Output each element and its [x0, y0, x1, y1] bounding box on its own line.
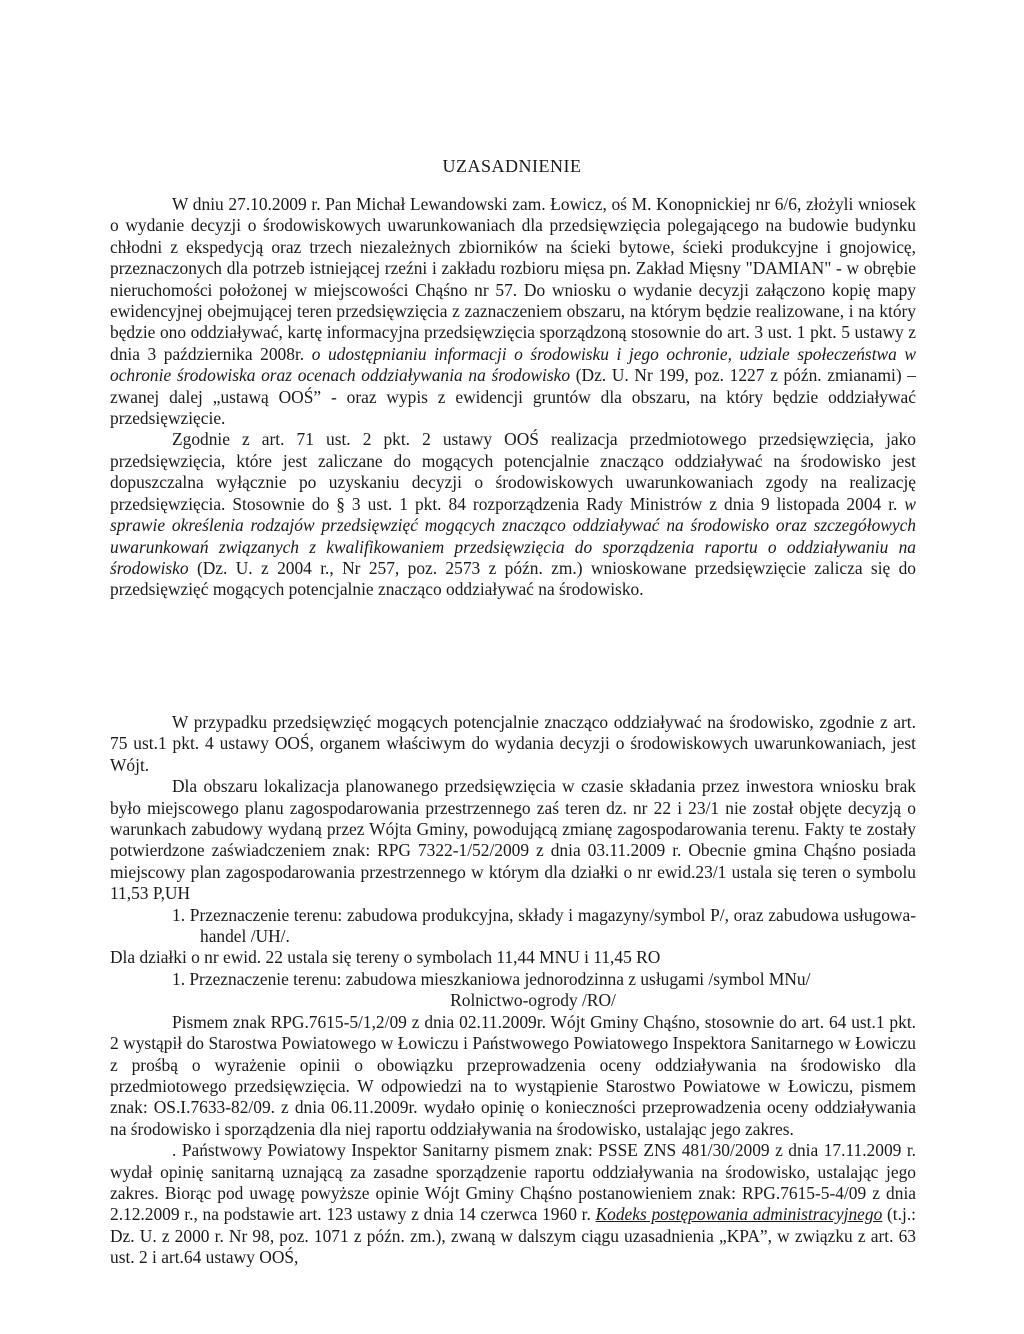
- paragraph-local-plan: Dla obszaru lokalizacja planowanego przedsięwzięcia w czasie składania przez inwestora wniosku brak było miejscowego planu zagospodarowania przestrzennego zaś teren dz. nr 22 i 23/1 nie został objęte decyzją o warunkach zabudowy wydaną przez Wójta Gminy, powodującą zmianę zagospodarowania terenu. Fakty te zostały potwierdzone zaświadczeniem znak: RPG 7322-1/52/2009 z dnia 03.11.2009 r. Obecnie gmina Chąśno posiada miejscowy plan zagospodarowania przestrzennego w którym dla działki o nr ewid.23/1 ustala się teren o symbolu 11,53 P,UH: [110, 776, 916, 904]
- list-item-1: 1. Przeznaczenie terenu: zabudowa produkcyjna, składy i magazyny/symbol P/, oraz zabudowa usługowa-handel /UH/.: [172, 904, 916, 947]
- document-title: UZASADNIENIE: [442, 156, 582, 176]
- paragraph-text: . Państwowy Powiatowy Inspektor Sanitarny pismem znak: PSSE ZNS 481/30/2009 z dnia 17.11.2009 r. wydał opinię sanitarną uznającą za zasadne sporządzenie raportu oddziaływania na środowisko, ustalając jego zakres. Biorąc pod uwagę powyższe opinie Wójt Gminy Chąśno postanowieniem znak: RPG.7615-5-4/09 z dnia 2.12.2009 r., na podstawie art. 123 ustawy z dnia 14 czerwca 1960 r.: [110, 1140, 916, 1225]
- paragraph-opinion-request: Pismem znak RPG.7615-5/1,2/09 z dnia 02.11.2009r. Wójt Gminy Chąśno, stosownie do art. 64 ust.1 pkt. 2 wystąpił do Starostwa Powiatowego w Łowiczu i Państwowego Powiatowego Inspektora Sanitarnego w Łowiczu z prośbą o wyrażenie opinii o obowiązku przeprowadzenia oceny oddziaływania na środowisko dla przedmiotowego przedsięwzięcia. W odpowiedzi na to wystąpienie Starostwo Powiatowe w Łowiczu, pismem znak: OS.I.7633-82/09. z dnia 06.11.2009r. wydało opinię o konieczności przeprowadzenia oceny oddziaływania na środowisko i sporządzenia dla niej raportu oddziaływania na środowisko, ustalając jego zakres.: [110, 1011, 916, 1139]
- list-item-2-continuation: Rolnictwo-ogrody /RO/: [450, 990, 616, 1011]
- section-2: [110, 712, 916, 1269]
- paragraph-legal-basis: [110, 429, 916, 600]
- paragraph-text: Zgodnie z art. 71 ust. 2 pkt. 2 ustawy OOŚ realizacja przedmiotowego przedsięwzięcia, jako przedsięwzięcia, które jest zaliczane do mogących potencjalnie znacząco oddziaływać na środowisko jest dopuszczalna wyłącznie po uzyskaniu decyzji o środowiskowych uwarunkowaniach zgody na realizację przedsięwzięcia. Stosownie do § 3 ust. 1 pkt. 84 rozporządzenia Rady Ministrów z dnia 9 listopada 2004 r.: [110, 429, 916, 514]
- act-title: o udostępnianiu informacji o środowisku i jego ochronie, udziale społeczeństwa w ochronie środowiska oraz ocenach oddziaływania na środowisko: [110, 343, 916, 386]
- paragraph-text: (Dz. U. Nr 199, poz. 1227 z późn. zmianami) – zwanej dalej „ustawą OOŚ” - oraz wypis z ewidencji gruntów dla obszaru, na który będzie oddziaływać przedsięwzięcie.: [110, 365, 917, 429]
- paragraph-text: (t.j.: Dz. U. z 2000 r. Nr 98, poz. 1071 z późn. zm.), zwaną w dalszym ciągu uzasadnienia „KPA”, w związku z art. 63 ust. 2 i art.64 ustawy OOŚ,: [110, 1204, 916, 1268]
- paragraph-application: [110, 194, 916, 429]
- list-item-2: 1. Przeznaczenie terenu: zabudowa mieszkaniowa jednorodzinna z usługami /symbol MNu/: [172, 968, 811, 989]
- paragraph-text: (Dz. U. z 2004 r., Nr 257, poz. 2573 z późn. zm.) wnioskowane przedsięwzięcie zalicza się do przedsięwzięć mogących potencjalnie znacząco oddziaływać na środowisko.: [110, 557, 916, 600]
- paragraph-competent-authority: W przypadku przedsięwzięć mogących potencjalnie znacząco oddziaływać na środowisko, zgodnie z art. 75 ust.1 pkt. 4 ustawy OOŚ, organem właściwym do wydania decyzji o środowiskowych uwarunkowaniach, jest Wójt.: [110, 712, 916, 775]
- paragraph-sanitary-opinion: [110, 1140, 916, 1268]
- code-title: Kodeks postępowania administracyjnego: [595, 1204, 883, 1225]
- plot-22-line: Dla działki o nr ewid. 22 ustala się tereny o symbolach 11,44 MNU i 11,45 RO: [110, 947, 661, 968]
- paragraph-text: W dniu 27.10.2009 r. Pan Michał Lewandowski zam. Łowicz, oś M. Konopnickiej nr 6/6, złożyli wniosek o wydanie decyzji o środowiskowych uwarunkowaniach dla przedsięwzięcia polegającego na budowie budynku chłodni z ekspedycją oraz trzech niezależnych zbiorników na ścieki bytowe, ścieki produkcyjne i gnojowicę, przeznaczonych dla potrzeb istniejącej rzeźni i zakładu rozbioru mięsa pn. Zakład Mięsny "DAMIAN" - w obrębie nieruchomości położonej w miejscowości Chąśno nr 57. Do wniosku o wydanie decyzji załączono kopię mapy ewidencyjnej obejmującej teren przedsięwzięcia z zaznaczeniem obszaru, na którym będzie realizowane, i na który będzie ono oddziaływać, kartę informacyjna przedsięwzięcia sporządzoną stosownie do art. 3 ust. 1 pkt. 5 ustawy z dnia 3 października 2008r.: [110, 194, 916, 364]
- regulation-title: w sprawie określenia rodzajów przedsięwzięć mogących znacząco oddziaływać na środowisko oraz szczegółowych uwarunkowań związanych z kwalifikowaniem przedsięwzięcia do sporządzenia raportu o oddziaływaniu na środowisko: [110, 493, 916, 578]
- section-1: [110, 194, 916, 601]
